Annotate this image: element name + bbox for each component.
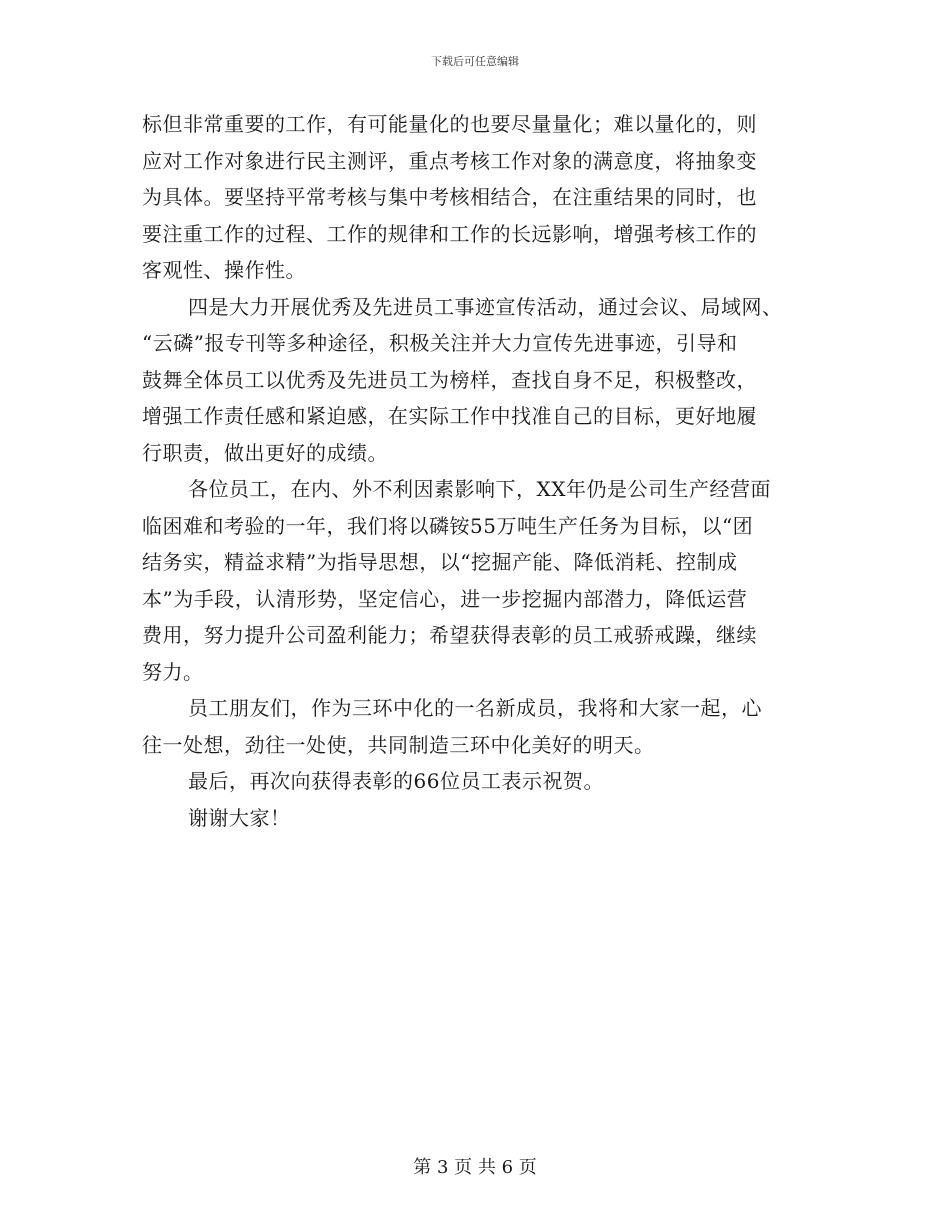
text-line-3: 为具体。要坚持平常考核与集中考核相结合，在注重结果的同时，也: [142, 185, 757, 209]
text-line-17: 员工朋友们，作为三环中化的一名新成员，我将和大家一起，心: [188, 696, 762, 720]
text-line-4: 要注重工作的过程、工作的规律和工作的长远影响，增强考核工作的: [142, 221, 757, 246]
document-body: [142, 106, 822, 836]
page-header-note: 下载后可任意编辑: [431, 55, 519, 68]
text-line-19: 最后，再次向获得表彰的66位员工表示祝贺。: [188, 769, 604, 793]
text-line-20: 谢谢大家！: [188, 805, 291, 830]
text-line-15: 费用，努力提升公司盈利能力；希望获得表彰的员工戒骄戒躁，继续: [142, 623, 757, 647]
text-line-10: 行职责，做出更好的成绩。: [142, 440, 388, 465]
text-line-8: 鼓舞全体员工以优秀及先进员工为榜样，查找自身不足，积极整改，: [142, 367, 757, 392]
text-line-18: 往一处想，劲往一处使，共同制造三环中化美好的明天。: [142, 732, 655, 757]
text-line-14: 本”为手段，认清形势，坚定信心，进一步挖掘内部潜力，降低运营: [142, 586, 748, 611]
text-line-2: 应对工作对象进行民主测评，重点考核工作对象的满意度，将抽象变: [142, 148, 757, 173]
page-number-footer: 第 3 页 共 6 页: [413, 1157, 537, 1178]
text-line-7: “云磷”报专刊等多种途径，积极关注并大力宣传先进事迹，引导和: [142, 331, 738, 355]
text-line-6: 四是大力开展优秀及先进员工事迹宣传活动，通过会议、局域网、: [188, 294, 783, 319]
text-line-12: 临困难和考验的一年，我们将以磷铵55万吨生产任务为目标，以“团: [142, 513, 754, 538]
text-line-11: 各位员工，在内、外不利因素影响下，XX年仍是公司生产经营面: [188, 477, 771, 501]
text-line-5: 客观性、操作性。: [142, 258, 306, 282]
text-line-9: 增强工作责任感和紧迫感，在实际工作中找准自己的目标，更好地履: [142, 404, 757, 428]
text-line-1: 标但非常重要的工作，有可能量化的也要尽量量化；难以量化的，则: [142, 112, 757, 136]
text-line-13: 结务实，精益求精”为指导思想，以“挖掘产能、降低消耗、控制成: [142, 550, 738, 574]
text-line-16: 努力。: [142, 659, 204, 684]
